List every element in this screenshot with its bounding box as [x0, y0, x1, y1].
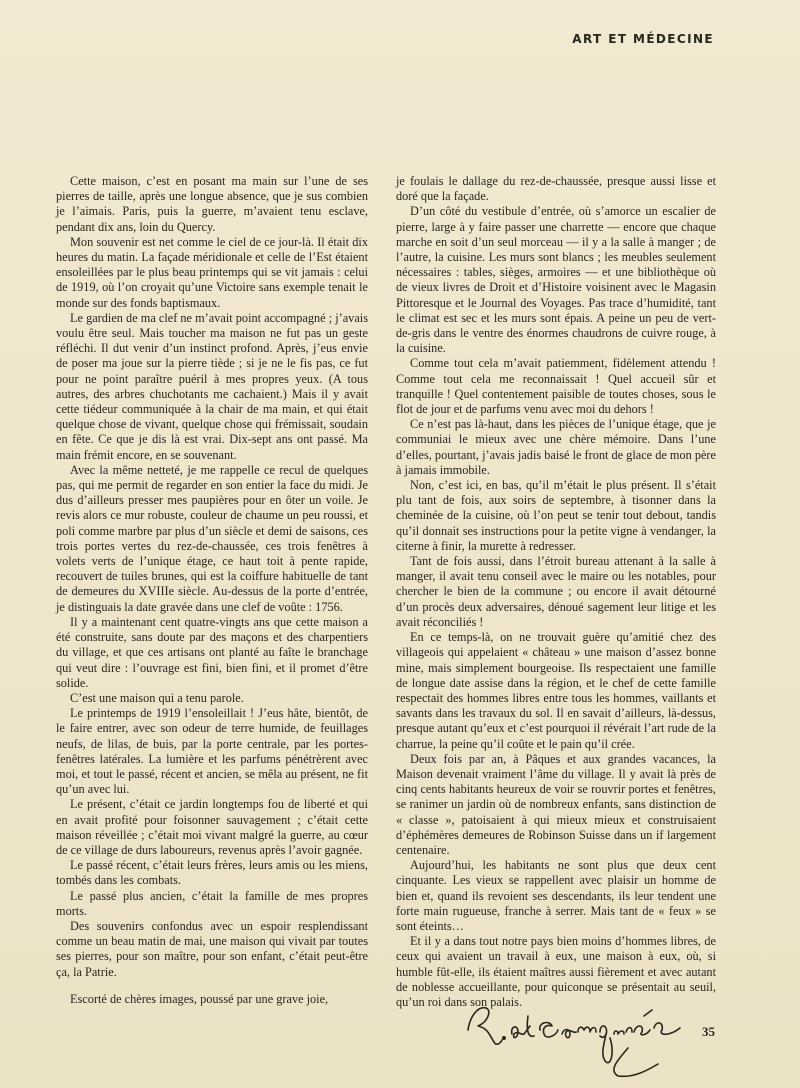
paragraph: Avec la même netteté, je me rappelle ce recul de quelques pas, qui me permit de regarder en son entier la face du midi. Je dus d’ailleurs presser mes paupières pour en ôter un voile. Je revis alors ce mur robuste, couleur de chaume un peu roussi, et poli comme marbre par plus d’un siècle et demi de saisons, ces trois portes vertes du rez-de-chaussée, ces trois fenêtres à volets verts de l’unique étage, ce haut toit à pente rapide, recouvert de tuiles brunes, qui est la coiffure habituelle de tant de demeures du XVIIIe siècle. Au-dessus de la porte d’entrée, je distinguais la date gravée dans une clef de voûte : 1756. [56, 462, 368, 614]
paragraph: Comme tout cela m’avait patiemment, fidèlement attendu ! Comme tout cela me reconnaissait ! Quel accueil sûr et tranquille ! Quel contentement paisible de toutes choses, sous le flot de jour et de parfums venu avec moi du dehors ! [396, 356, 716, 417]
paragraph: Le gardien de ma clef ne m’avait point accompagné ; j’avais voulu être seul. Mais toucher ma maison ne fut pas un geste réfléchi. Il dut venir d’un instinct profond. Après, j’eus envie de poser ma joue sur la pierre tiède ; si je ne le fis pas, ce fut pour ne point paraître puéril à mes propres yeux. (A tous autres, des arbres chuchotants me cachaient.) Mais il y avait cette tiédeur communiquée à la chair de ma main, et qui était quelque chose de vivant, quelque chose qui frémissait, soudain en fête. Ce que je dis là est vrai. Dix-sept ans ont passé. Ma main frémit encore, en se souvenant. [56, 310, 368, 462]
handwritten-signature [458, 990, 708, 1082]
paragraph: Cette maison, c’est en posant ma main sur l’une de ses pierres de taille, après une longue absence, que je sus combien je l’aimais. Paris, puis la guerre, m’avaient tenu esclave, pendant dix ans, loin du Quercy. [56, 174, 368, 234]
paragraph: Le passé récent, c’était leurs frères, leurs amis ou les miens, tombés dans les combats. [56, 858, 368, 888]
right-column [396, 174, 716, 1010]
paragraph: Escorté de chères images, poussé par une grave joie, [70, 991, 329, 1006]
paragraph: Le présent, c’était ce jardin longtemps fou de liberté et qui en avait profité pour foisonner sauvagement ; c’était cette maison réveillée ; c’était moi vivant malgré la guerre, au cœur de ce village de durs laboureurs, revenus après l’avoir gagnée. [56, 797, 368, 857]
paragraph: Mon souvenir est net comme le ciel de ce jour-là. Il était dix heures du matin. La façade méridionale et celle de l’Est étaient ensoleillées par le plus beau printemps qui se vit jamais : celui de 1919, où l’on croyait qu’une Victoire sans exemple tenait le monde sur des fonds baptismaux. [56, 234, 368, 310]
paragraph: Des souvenirs confondus avec un espoir resplendissant comme un beau matin de mai, une maison qui vivait par toutes ses pierres, pour son maître, pour son enfant, c’était peut-être ça, la Patrie. [56, 918, 368, 979]
paragraph: Le passé plus ancien, c’était la famille de mes propres morts. [56, 888, 368, 918]
paragraph: D’un côté du vestibule d’entrée, où s’amorce un escalier de pierre, large à y faire passer une charrette — encore que chaque marche en soit d’un seul morceau — il y a la salle à manger ; de l’autre, la cuisine. Les murs sont blancs ; les meubles seulement nécessaires : tables, sièges, armoires — et une bibliothèque où de vieux livres de Droit et d’Histoire voisinent avec le Magasin Pittoresque et le Journal des Voyages. Pas trace d’humidité, tant le climat est sec et les murs sont épais. A peine un peu de vert-de-gris dans le ventre des énormes chaudrons de cuivre rouge, à la cuisine. [396, 204, 716, 356]
paragraph: Ce n’est pas là-haut, dans les pièces de l’unique étage, que je communiai le mieux avec une chère mémoire. Dans l’une d’elles, pourtant, j’avais jadis baisé le front de glace de mon père à jamais immobile. [396, 417, 716, 477]
running-header: ART ET MÉDECINE [572, 32, 714, 46]
paragraph: En ce temps-là, on ne trouvait guère qu’amitié chez des villageois qui appelaient « château » une maison d’assez bonne mine, mais simplement bourgeoise. Ils respectaient une famille de longue date assise dans la région, et le chef de cette famille respectait des hommes libres entre tous les hommes, vaillants et savants dans les travaux du sol. Il en savait d’ailleurs, là-dessus, presque autant qu’eux et c’est pourquoi il révérait l’art rude de la charrue, la peine qu’il coûte et le pain qu’il crée. [396, 630, 716, 751]
paragraph: Deux fois par an, à Pâques et aux grandes vacances, la Maison devenait vraiment l’âme du village. Il y avait là près de cinq cents habitants heureux de voir se rouvrir portes et fenêtres, se ranimer un jardin où de nombreux enfants, sans distinction de « classe », patoisaient à qui mieux mieux et construisaient d’éphémères demeures de Robinson Suisse dans un if largement centenaire. [396, 751, 716, 857]
paragraph: Et il y a dans tout notre pays bien moins d’hommes libres, de ceux qui avaient un travail à eux, une maison à eux, où, si humble fût-elle, ils étaient maîtres aussi fièrement et avec autant de noblesse accueillante, pour quiconque se présentait au seuil, qu’un roi dans son palais. [396, 934, 716, 1009]
paragraph: C’est une maison qui a tenu parole. [70, 690, 244, 705]
paragraph: Il y a maintenant cent quatre-vingts ans que cette maison a été construite, sans doute par des maçons et des charpentiers du village, et que ces artisans ont planté au faîte le branchage qui veut dire : l’ouvrage est fini, bien fini, et il promet d’être solide. [56, 614, 368, 690]
paragraph: Tant de fois aussi, dans l’étroit bureau attenant à la salle à manger, il avait tenu conseil avec le maire ou les notables, pour chercher le bien de la commune ; ou encore il avait détourné d’un procès deux adversaires, dénoué sagement leur litige et les avait réconciliés ! [396, 554, 716, 629]
paragraph: Aujourd’hui, les habitants ne sont plus que deux cent cinquante. Les vieux se rappellent avec plaisir un homme de bien et, quand ils revoient ses descendants, ils leur tendent une forte main rugueuse, franche à serrer. Mais tant de « feux » se sont éteints… [396, 858, 716, 933]
paragraph: Non, c’est ici, en bas, qu’il m’était le plus présent. Il s’était plu tant de fois, aux soirs de septembre, à tisonner dans la cheminée de la cuisine, où l’on peut se tenir tout debout, tandis qu’il donnait ses instructions pour la petite vigne à vendanger, la citerne à finir, la murette à redresser. [396, 478, 716, 553]
left-column [56, 174, 368, 1007]
paragraph: je foulais le dallage du rez-de-chaussée, presque aussi lisse et doré que la façade. [396, 174, 716, 204]
paragraph: Le printemps de 1919 l’ensoleillait ! J’eus hâte, bientôt, de le faire entrer, avec son odeur de terre humide, de feuillages neufs, de lilas, de buis, par la porte centrale, par les portes-fenêtres latérales. La lumière et les parfums pénétrèrent avec moi, et tout le passé, récent et ancien, se mêla au présent, ne fit qu’un avec lui. [56, 706, 368, 797]
page-number: 35 [702, 1024, 715, 1039]
